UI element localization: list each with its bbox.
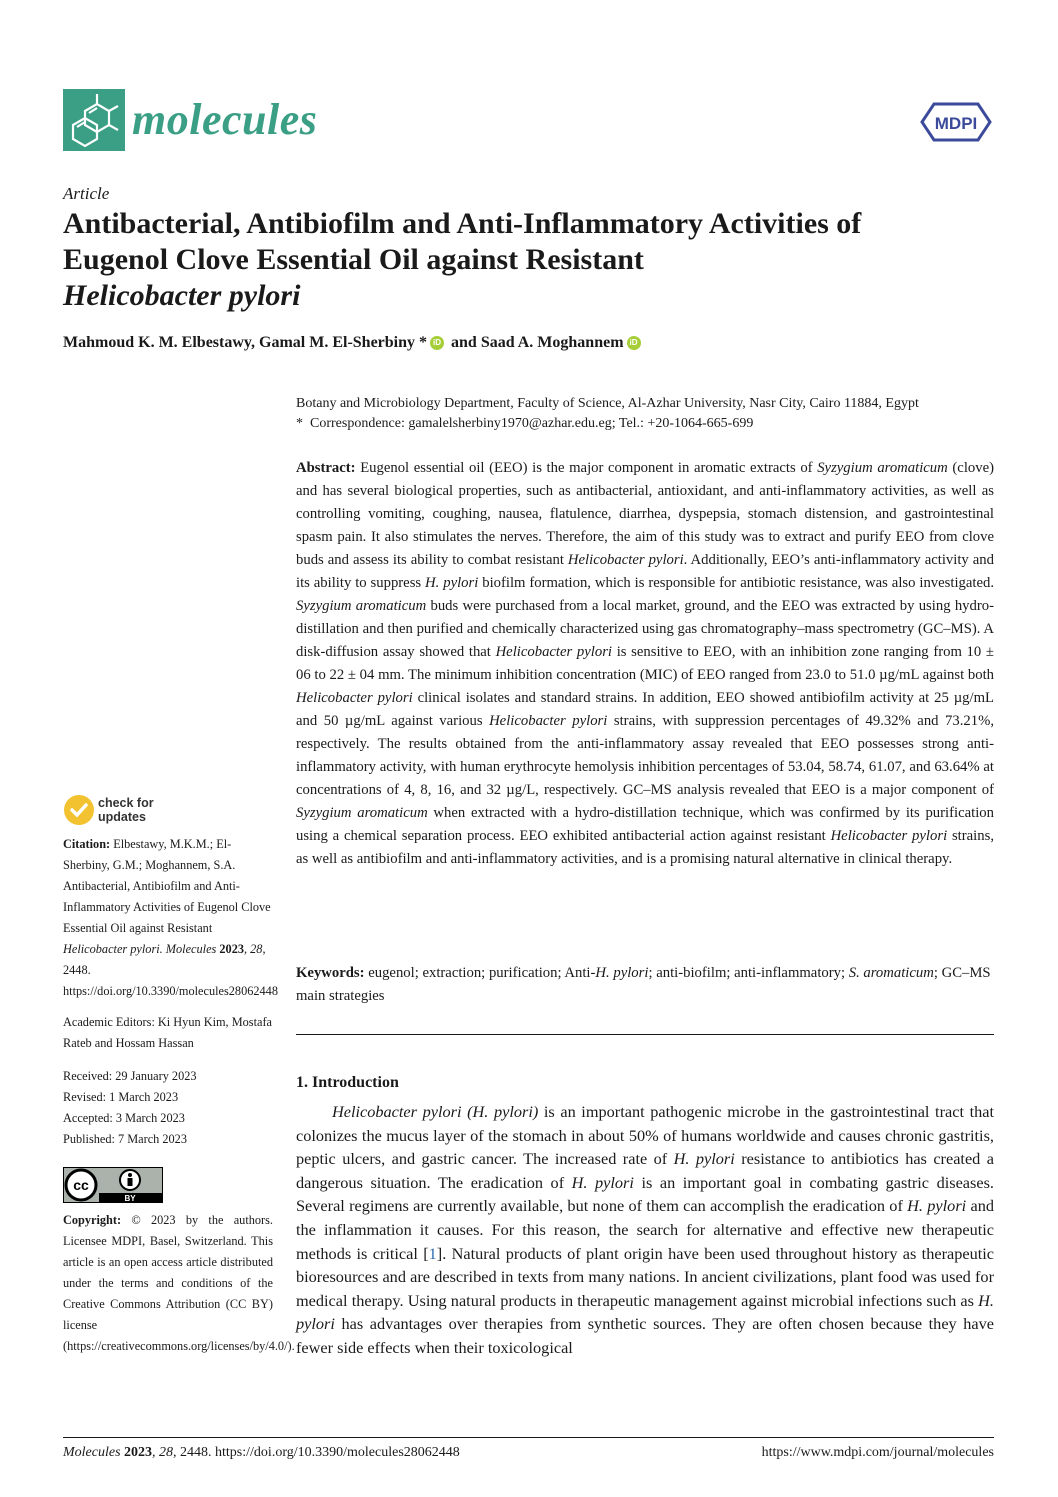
intro-text: ]. Natural products of plant origin have been used throughout history as therapeutic bioresources and are described in texts from many nations. In ancient civilizations, plant food was used for medical therapy. Using natural products in therapeutic management against microbial infections such as	[296, 1243, 995, 1310]
intro-italic: H. pylori	[673, 1149, 735, 1169]
check-icon	[63, 794, 95, 826]
citation-label: Citation:	[63, 837, 111, 851]
orcid-icon[interactable]: iD	[627, 336, 641, 350]
intro-text: and the inflammation it causes. For this reason, the search for alternative and effective new therapeutic methods is critical [	[296, 1196, 994, 1263]
abstract-italic: Syzygium aromaticum	[817, 460, 948, 476]
footer-year: 2023	[120, 1445, 153, 1460]
title-line-2: Eugenol Clove Essential Oil against Resistant	[63, 243, 644, 276]
published-date: Published: 7 March 2023	[63, 1132, 187, 1146]
abstract-text: when extracted with a hydro-distillation technique, which was confirmed by its purification using a chemical separation process. EEO exhibited antibacterial action against resistant	[296, 805, 994, 844]
abstract-italic: Syzygium aromaticum	[296, 805, 428, 821]
orcid-icon[interactable]: iD	[430, 336, 444, 350]
intro-text: is an important pathogenic microbe in the gastrointestinal tract that colonizes the mucus layer of the stomach in about 50% of humans worldwide and causes chronic gastritis, peptic ulcers, and gastric cancer. The increased rate of	[296, 1102, 994, 1169]
reference-link[interactable]: 1	[428, 1243, 437, 1263]
correspondence	[296, 414, 919, 434]
corresponding-mark: *	[415, 334, 428, 351]
correspondence-mark: *	[296, 416, 303, 431]
citation-volume: , 28	[244, 942, 263, 956]
copyright-text: © 2023 by the authors. Licensee MDPI, Basel, Switzerland. This article is an open access article distributed under the terms and conditions of the Creative Commons Attribution (CC BY) license (https://creativecommons.org/licenses/by/4.0/).	[63, 1213, 295, 1353]
copyright-block	[63, 1210, 295, 1357]
keywords-label: Keywords:	[296, 965, 365, 981]
by-icon: BY	[124, 1194, 136, 1203]
intro-text: has advantages over therapies from synthetic sources. They are often chosen because they have fewer side effects when their toxicological	[296, 1314, 994, 1357]
author-1: Mahmoud K. M. Elbestawy,	[63, 334, 260, 351]
mdpi-logo-text: MDPI	[934, 114, 978, 133]
intro-italic: H. pylori	[907, 1196, 967, 1216]
copyright-label: Copyright:	[63, 1213, 122, 1227]
abstract-text: strains, as well as antibiofilm and anti-inflammatory activities, and is a promising natural alternative in clinical therapy.	[296, 828, 994, 867]
citation-year: 2023	[216, 942, 244, 956]
introduction-paragraph	[296, 1100, 994, 1360]
abstract-text: . Additionally, EEO’s anti-inflammatory activity and its ability to suppress	[296, 552, 994, 591]
intro-text: resistance to antibiotics has created a dangerous situation. The eradication of	[296, 1149, 994, 1192]
section-divider	[296, 1034, 994, 1035]
affiliation: Botany and Microbiology Department, Faculty of Science, Al-Azhar University, Nasr City, Cairo 11884, Egypt	[296, 396, 919, 411]
abstract-text: buds were purchased from a local market, ground, and the EEO was extracted by using hydro-distillation and then purified and chemically characterized using gas chromatography–mass spectrometry (GC–MS). A disk-diffusion assay showed that	[296, 598, 994, 660]
author-list	[63, 334, 644, 352]
abstract-text: Eugenol essential oil (EEO) is the major component in aromatic extracts of	[355, 460, 818, 476]
cc-icon: cc	[73, 1177, 89, 1193]
intro-italic: Helicobacter pylori (H. pylori)	[332, 1102, 539, 1121]
affiliation-block	[296, 394, 919, 434]
citation-text: Elbestawy, M.K.M.; El-Sherbiny, G.M.; Moghannem, S.A. Antibacterial, Antibiofilm and Anti-Inflammatory Activities of Eugenol Clove Essential Oil against Resistant	[63, 837, 271, 935]
check-for-updates-badge[interactable]	[63, 794, 95, 826]
keywords-italic: H. pylori	[595, 965, 649, 981]
footer-volume: , 28	[152, 1445, 174, 1460]
author-2: Gamal M. El-Sherbiny	[259, 334, 416, 351]
footer-doi[interactable]: , 2448. https://doi.org/10.3390/molecules28062448	[173, 1445, 460, 1460]
abstract-italic: Helicobacter pylori	[830, 828, 948, 844]
received-date: Received: 29 January 2023	[63, 1069, 197, 1083]
cc-by-license-badge[interactable]	[63, 1167, 163, 1203]
journal-logo	[63, 89, 125, 151]
abstract-italic: Helicobacter pylori	[489, 713, 608, 729]
abstract-label: Abstract:	[296, 460, 356, 476]
abstract-italic: H. pylori	[425, 575, 479, 591]
journal-name: molecules	[132, 95, 318, 144]
citation-italic: Helicobacter pylori. Molecules	[63, 942, 217, 956]
section-heading: 1. Introduction	[296, 1074, 399, 1091]
footer-journal: Molecules	[63, 1445, 121, 1460]
correspondence-text: Correspondence: gamalelsherbiny1970@azhar.edu.eg; Tel.: +20-1064-665-699	[310, 416, 754, 431]
abstract-text: is sensitive to EEO, with an inhibition zone ranging from 10 ± 06 to 22 ± 04 mm. The minimum inhibition concentration (MIC) of EEO ranged from 23.0 to 51.0 µg/mL against both	[296, 644, 994, 683]
revised-date: Revised: 1 March 2023	[63, 1090, 179, 1104]
footer-journal-url[interactable]: https://www.mdpi.com/journal/molecules	[761, 1445, 994, 1460]
academic-editors: Academic Editors: Ki Hyun Kim, Mostafa Rateb and Hossam Hassan	[63, 1015, 273, 1050]
check-updates-line2: updates	[98, 810, 146, 824]
intro-italic: H. pylori	[296, 1290, 994, 1334]
abstract	[296, 457, 994, 871]
abstract-italic: Helicobacter pylori	[495, 644, 613, 660]
citation-block	[63, 834, 278, 1002]
author-3: and Saad A. Moghannem	[447, 334, 624, 351]
check-for-updates-text[interactable]	[98, 796, 154, 824]
abstract-italic: Helicobacter pylori	[296, 690, 413, 706]
title-line-1: Antibacterial, Antibiofilm and Anti-Inflammatory Activities of	[63, 207, 862, 240]
accepted-date: Accepted: 3 March 2023	[63, 1111, 185, 1125]
footer-divider	[63, 1437, 994, 1438]
check-updates-line1: check for	[98, 796, 154, 810]
title-line-3: Helicobacter pylori	[63, 279, 301, 312]
keywords-italic: S. aromaticum	[848, 965, 934, 981]
keywords-text: ; GC–MS main strategies	[296, 965, 991, 1004]
abstract-italic: Syzygium aromaticum	[296, 598, 427, 614]
abstract-italic: Helicobacter pylori	[567, 552, 684, 568]
keywords-text: eugenol; extraction; purification; Anti-	[364, 965, 596, 981]
keywords	[296, 962, 994, 1008]
molecule-icon	[63, 89, 125, 151]
intro-text: is an important goal in combating gastric diseases. Several regimens are currently available, but none of them can accomplish the eradication of	[296, 1172, 994, 1216]
keywords-text: ; anti-biofilm; anti-inflammatory;	[648, 965, 849, 981]
dates-block	[63, 1066, 273, 1150]
abstract-text: biofilm formation, which is responsible for antibiotic resistance, was also investigated.	[478, 575, 995, 591]
article-type: Article	[63, 184, 110, 203]
abstract-text: strains, with suppression percentages of 49.32% and 73.21%, respectively. The results obtained from the anti-inflammatory assay revealed that EEO possesses strong anti-inflammatory activity, with human erythrocyte hemolysis inhibition percentages of 53.04, 58.74, 61.07, and 63.64% at concentrations of 4, 8, 16, and 32 µg/L, respectively. GC–MS analysis revealed that EEO is a major component of	[296, 713, 994, 798]
article-title	[63, 206, 993, 314]
abstract-text: (clove) and has several biological properties, such as antibacterial, antioxidant, and anti-inflammatory activities, as well as controlling vomiting, coughing, nausea, flatulence, diarrhea, dyspepsia, stomach distension, and gastrointestinal spasm pain. It also stimulates the nerves. Therefore, the aim of this study was to extract and purify EEO from clove buds and assess its ability to combat resistant	[296, 460, 994, 568]
footer-citation	[63, 1445, 460, 1461]
introduction-body	[296, 1100, 994, 1360]
abstract-text: clinical isolates and standard strains. In addition, EEO showed antibiofilm activity at 25 µg/mL and 50 µg/mL against various	[296, 690, 994, 729]
mdpi-logo	[918, 100, 994, 144]
citation-rest[interactable]: , 2448. https://doi.org/10.3390/molecules28062448	[63, 942, 278, 998]
intro-italic: H. pylori	[571, 1172, 634, 1192]
